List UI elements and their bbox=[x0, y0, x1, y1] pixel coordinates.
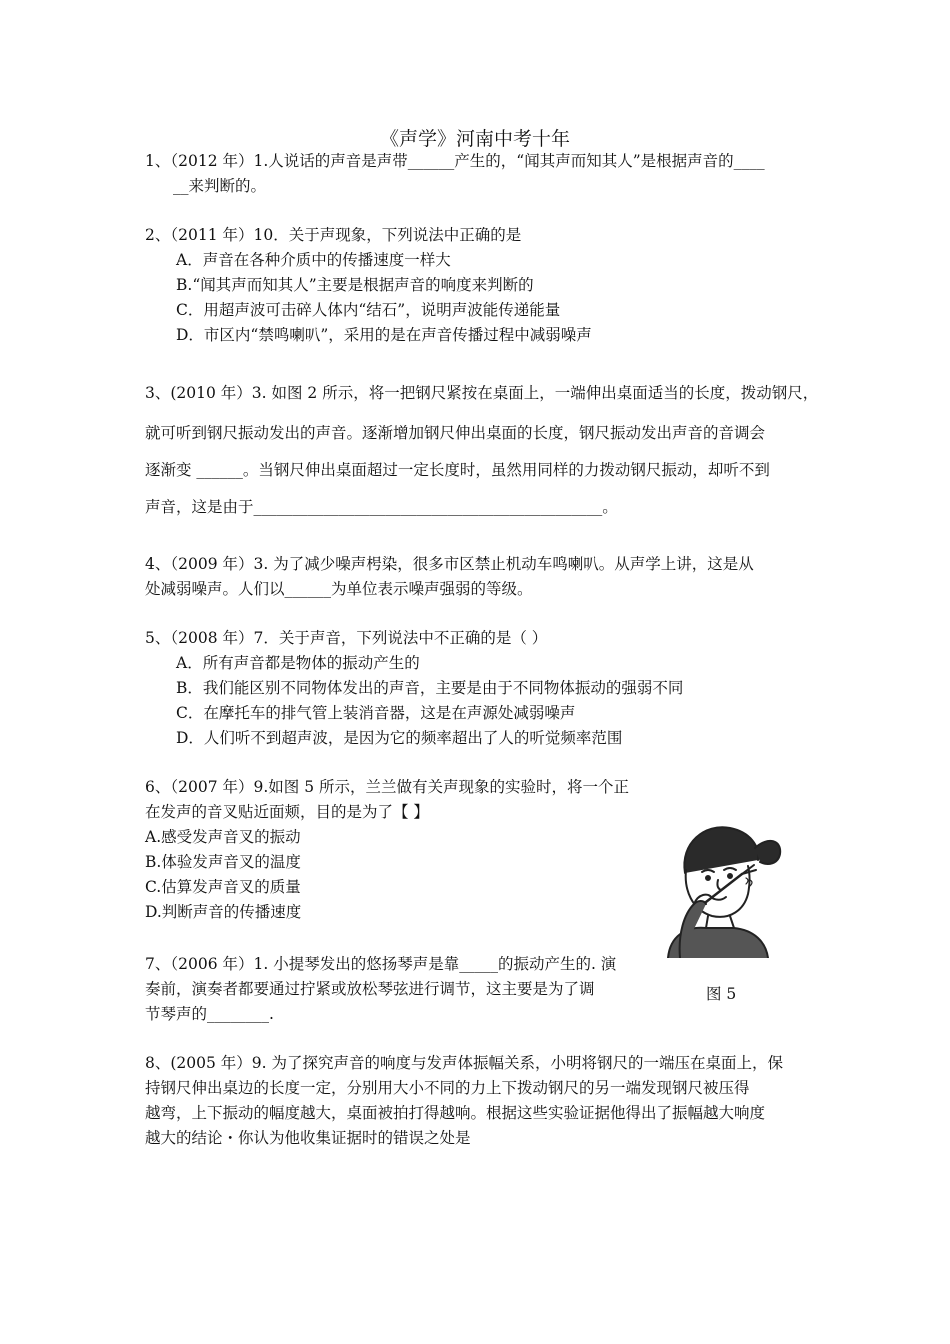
girl-tuning-fork-image bbox=[650, 818, 790, 958]
q8-line-1: 8、(2005 年）9. 为了探究声音的响度与发声体振幅关系，小明将钢尺的一端压在桌面上，保 bbox=[145, 1054, 784, 1072]
figure-5-illustration bbox=[650, 818, 790, 958]
q5-stem: 5、（2008 年）7．关于声音，下列说法中不正确的是（ ） bbox=[145, 629, 548, 647]
q6-option-b: B.体验发声音叉的温度 bbox=[145, 853, 301, 871]
q1-line-2: __来判断的。 bbox=[173, 177, 267, 195]
q7-line-3: 节琴声的________. bbox=[145, 1005, 274, 1023]
q8-line-3: 越弯，上下振动的幅度越大，桌面被拍打得越响。根据这些实验证据他得出了振幅越大响度 bbox=[145, 1104, 766, 1122]
q6-line-1: 6、（2007 年）9.如图 5 所示，兰兰做有关声现象的实验时，将一个正 bbox=[145, 778, 629, 796]
figure-5-caption: 图 5 bbox=[706, 985, 737, 1003]
q6-option-c: C.估算发声音叉的质量 bbox=[145, 878, 301, 896]
q8-line-2: 持钢尺伸出桌边的长度一定，分别用大小不同的力上下拨动钢尺的另一端发现钢尺被压得 bbox=[145, 1079, 750, 1097]
q7-line-2: 奏前，演奏者都要通过拧紧或放松琴弦进行调节，这主要是为了调 bbox=[145, 980, 595, 998]
q3-line-3: 逐渐变 ______。当钢尺伸出桌面超过一定长度时，虽然用同样的力拨动钢尺振动，却听不到 bbox=[145, 461, 770, 479]
q6-option-d: D.判断声音的传播速度 bbox=[145, 903, 302, 921]
q2-option-b: B.“闻其声而知其人”主要是根据声音的响度来判断的 bbox=[176, 276, 534, 294]
q3-line-2: 就可听到钢尺振动发出的声音。逐渐增加钢尺伸出桌面的长度，钢尺振动发出声音的音调会 bbox=[145, 424, 766, 442]
q5-option-d: D．人们听不到超声波，是因为它的频率超出了人的听觉频率范围 bbox=[176, 729, 623, 747]
q4-line-1: 4、（2009 年）3. 为了减少噪声枵染，很多市区禁止机动车鸣喇叭。从声学上讲，这是从 bbox=[145, 555, 754, 573]
q3-line-1: 3、(2010 年）3. 如图 2 所示，将一把钢尺紧按在桌面上，一端伸出桌面适当的长度，拨动钢尺， bbox=[145, 384, 819, 402]
q5-option-b: B．我们能区别不同物体发出的声音，主要是由于不同物体振动的强弱不同 bbox=[176, 679, 684, 697]
q4-line-2: 处减弱噪声。人们以______为单位表示噪声强弱的等级。 bbox=[145, 580, 533, 598]
q6-line-2: 在发声的音叉贴近面颊，目的是为了【 】 bbox=[145, 803, 429, 821]
page-title: 《声学》河南中考十年 bbox=[379, 128, 570, 150]
q5-option-a: A．所有声音都是物体的振动产生的 bbox=[176, 654, 420, 672]
q2-option-d: D．市区内“禁鸣喇叭”，采用的是在声音传播过程中减弱噪声 bbox=[176, 326, 592, 344]
q3-line-4: 声音，这是由于_____________________________________________。 bbox=[145, 498, 618, 516]
q7-line-1: 7、（2006 年）1. 小提琴发出的悠扬琴声是靠_____的振动产生的. 演 bbox=[145, 955, 617, 973]
q6-option-a: A.感受发声音叉的振动 bbox=[145, 828, 301, 846]
q2-option-c: C．用超声波可击碎人体内“结石”，说明声波能传递能量 bbox=[176, 301, 561, 319]
q1-line-1: 1、（2012 年）1.人说话的声音是声带______产生的，“闻其声而知其人”是根据声音的____ bbox=[145, 152, 765, 170]
q2-stem: 2、（2011 年）10．关于声现象，下列说法中正确的是 bbox=[145, 226, 522, 244]
q5-option-c: C．在摩托车的排气管上装消音器，这是在声源处减弱噪声 bbox=[176, 704, 576, 722]
q2-option-a: A．声音在各种介质中的传播速度一样大 bbox=[176, 251, 451, 269]
q8-line-4: 越大的结论・你认为他收集证据时的错误之处是 bbox=[145, 1129, 471, 1147]
